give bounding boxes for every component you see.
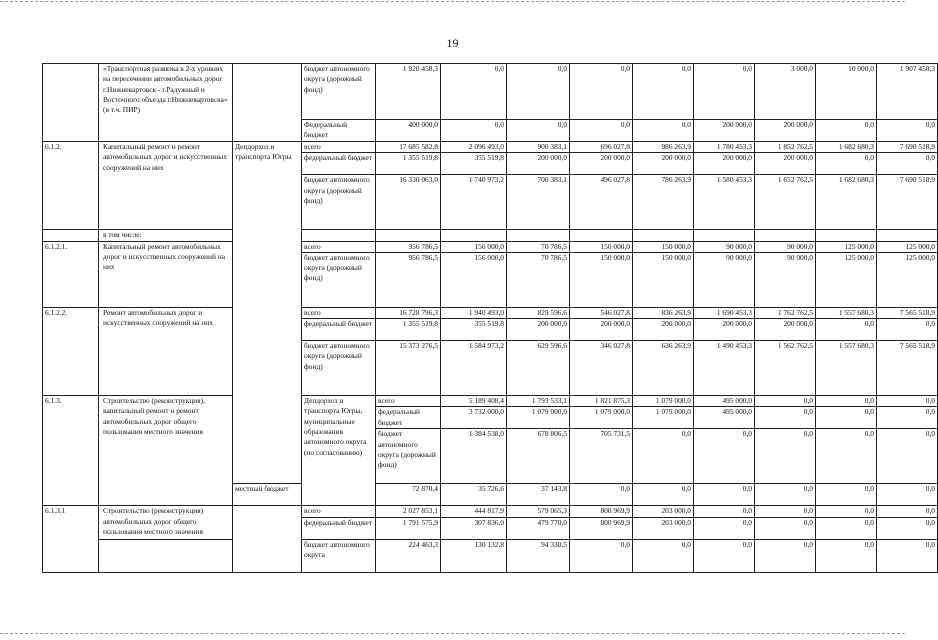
cell-value: 0,0	[816, 407, 877, 429]
cell-value	[570, 230, 633, 241]
row-source: федеральный бюджет	[302, 319, 376, 341]
cell-value: 0,0	[816, 484, 877, 506]
cell-value: 479 770,0	[507, 517, 570, 539]
row-name: «Транспортная развязка в 2-х уровнях на пересечении автомобильных дорог г.Нижневартовск - г.Радужный и Восточного объезда г.Нижневартовска» (в т.ч. ПИР)	[99, 64, 233, 142]
row-source: местный бюджет	[233, 484, 302, 506]
cell-value: 1 690 453,3	[694, 307, 755, 318]
row-name: Строительство (реконструкция), капитальный ремонт и ремонт автомобильных дорог общего пользования местного значения	[99, 396, 233, 506]
row-name: Ремонт автомобильных дорог и искусственных сооружений на них	[99, 307, 233, 395]
cell-value: 0,0	[694, 484, 755, 506]
cell-value: 0,0	[755, 396, 816, 407]
cell-value: 1 079 000,0	[633, 407, 694, 429]
cell-total: 1 355 519,8	[376, 153, 441, 175]
cell-value: 3 000,0	[755, 64, 816, 120]
cell-value: 0,0	[755, 407, 816, 429]
cell-total: 224 463,3	[376, 539, 441, 572]
cell-total: 1 920 458,3	[376, 64, 441, 120]
cell-value: 1 562 762,5	[755, 341, 816, 396]
cell-value: 0,0	[633, 539, 694, 572]
cell-value: 0,0	[877, 484, 938, 506]
row-source: бюджет автономного округа (дорожный фонд)	[302, 64, 376, 120]
cell-value: 1 557 680,3	[816, 341, 877, 396]
row-name: Капитальный ремонт автомобильных дорог и искусственных сооружений на них	[99, 241, 233, 307]
row-source: бюджет автономного округа	[302, 539, 376, 572]
cell-value: 0,0	[816, 153, 877, 175]
row-executor	[233, 506, 302, 572]
cell-total: 2 027 853,1	[376, 506, 441, 517]
cell-value: 200 000,0	[633, 319, 694, 341]
cell-value: 0,0	[694, 517, 755, 539]
cell-value: 7 565 518,9	[877, 341, 938, 396]
cell-value: 200 000,0	[694, 319, 755, 341]
cell-value: 0,0	[755, 539, 816, 572]
cell-value: 0,0	[877, 506, 938, 517]
cell-value: 90 000,0	[694, 252, 755, 307]
cell-value: 200 000,0	[694, 120, 755, 142]
cell-value: 800 969,9	[570, 517, 633, 539]
row-source: бюджет автономного округа (дорожный фонд)	[302, 175, 376, 230]
cell-value: 1 557 680,3	[816, 307, 877, 318]
cell-value: 1 762 762,5	[755, 307, 816, 318]
cell-value: 0,0	[507, 120, 570, 142]
cell-value: 0,0	[570, 64, 633, 120]
cell-value: 150 000,0	[570, 252, 633, 307]
cell-value: 0,0	[816, 517, 877, 539]
cell-total: 956 786,5	[376, 252, 441, 307]
cell-total: 1 791 575,9	[376, 517, 441, 539]
cell-value: 125 000,0	[877, 252, 938, 307]
cell-value: 579 065,3	[507, 506, 570, 517]
cell-value: 495 000,0	[694, 396, 755, 407]
cell-value: 696 027,8	[570, 142, 633, 153]
row-code: 6.1.3.1	[43, 506, 99, 572]
cell-value: 0,0	[877, 539, 938, 572]
cell-value: 1 580 453,3	[694, 175, 755, 230]
cell-value: 125 000,0	[877, 241, 938, 252]
cell-value: 0,0	[816, 319, 877, 341]
cell-value: 1 079 000,0	[507, 407, 570, 429]
cell-value: 0,0	[755, 484, 816, 506]
cell-value: 125 000,0	[816, 252, 877, 307]
cell-value: 0,0	[877, 407, 938, 429]
cell-value: 0,0	[633, 484, 694, 506]
cell-value: 0,0	[570, 484, 633, 506]
cell-value: 200 000,0	[507, 153, 570, 175]
cell-value	[755, 230, 816, 241]
page-number: 19	[446, 36, 459, 50]
cell-value: 0,0	[507, 64, 570, 120]
cell-value: 156 000,0	[441, 252, 507, 307]
cell-value: 7 690 518,9	[877, 175, 938, 230]
page-top-edge	[0, 1, 905, 2]
cell-value: 800 969,9	[570, 506, 633, 517]
row-source: федеральный бюджет	[302, 153, 376, 175]
cell-value: 2 096 493,0	[441, 142, 507, 153]
table-row	[43, 539, 938, 572]
table-row	[43, 230, 938, 241]
row-source: всего	[302, 142, 376, 153]
cell-value: 150 000,0	[633, 241, 694, 252]
cell-value: 70 786,5	[507, 241, 570, 252]
cell-value: 0,0	[877, 517, 938, 539]
cell-value: 125 000,0	[816, 241, 877, 252]
row-code: 6.1.2.	[43, 142, 99, 230]
cell-value: 200 000,0	[755, 120, 816, 142]
cell-value: 444 817,9	[441, 506, 507, 517]
cell-value: 90 000,0	[755, 252, 816, 307]
cell-value: 200 000,0	[755, 319, 816, 341]
cell-total: 5 189 408,4	[441, 396, 507, 407]
cell-total: 3 732 000,0	[441, 407, 507, 429]
cell-value: 1 584 973,2	[441, 341, 507, 396]
cell-value: 200 000,0	[694, 153, 755, 175]
cell-value: 355 519,8	[441, 153, 507, 175]
cell-value: 355 519,8	[441, 319, 507, 341]
section-label: в том числе:	[99, 230, 233, 241]
row-source: федеральный бюджет	[302, 517, 376, 539]
cell-total: 17 685 582,8	[376, 142, 441, 153]
cell-value	[816, 230, 877, 241]
cell-value: 1 079 000,0	[633, 396, 694, 407]
cell-value: 1 821 875,3	[570, 396, 633, 407]
cell-value: 0,0	[633, 429, 694, 484]
cell-total: 16 728 796,3	[376, 307, 441, 318]
row-source: Федеральный бюджет	[302, 120, 376, 142]
cell-value: 0,0	[570, 539, 633, 572]
table-row	[43, 396, 938, 407]
cell-value: 829 596,6	[507, 307, 570, 318]
cell-value: 0,0	[441, 64, 507, 120]
cell-value: 0,0	[877, 120, 938, 142]
page-bottom-edge	[0, 633, 905, 634]
cell-value: 1 793 533,1	[507, 396, 570, 407]
cell-value: 900 383,1	[507, 142, 570, 153]
row-source: бюджет автономного округа (дорожный фонд)	[302, 252, 376, 307]
cell-value: 130 132,8	[441, 539, 507, 572]
row-source: всего	[376, 396, 441, 407]
cell-value: 150 000,0	[570, 241, 633, 252]
cell-value	[507, 230, 570, 241]
row-source: бюджет автономного округа (дорожный фонд)	[376, 429, 441, 484]
row-name	[99, 539, 233, 572]
cell-value: 200 000,0	[507, 319, 570, 341]
cell-value: 150 000,0	[633, 252, 694, 307]
table-row	[43, 142, 938, 153]
cell-value: 200 000,0	[570, 153, 633, 175]
row-executor: Депдорхоз и транспорта Югры, муниципальные образования автономного округа (по согласованию)	[302, 396, 376, 506]
row-code: 6.1.3.	[43, 396, 99, 506]
cell-value: 1 490 453,3	[694, 341, 755, 396]
row-executor	[233, 64, 302, 142]
row-source: всего	[302, 307, 376, 318]
cell-total: 15 373 276,5	[376, 341, 441, 396]
cell-value: 200 000,0	[755, 153, 816, 175]
row-name: Капитальный ремонт и ремонт автомобильных дорог и искусственных сооружений на них	[99, 142, 233, 230]
cell-value: 0,0	[816, 120, 877, 142]
cell-value: 7 565 518,9	[877, 307, 938, 318]
cell-value: 546 027,8	[570, 307, 633, 318]
cell-value: 495 000,0	[694, 407, 755, 429]
cell-value: 35 726,6	[441, 484, 507, 506]
cell-value: 94 330,5	[507, 539, 570, 572]
cell-value: 636 263,9	[633, 341, 694, 396]
cell-value: 346 027,8	[570, 341, 633, 396]
row-source	[302, 230, 376, 241]
table-row	[43, 506, 938, 517]
cell-value: 90 000,0	[755, 241, 816, 252]
row-source: всего	[302, 241, 376, 252]
cell-value: 1 079 000,0	[570, 407, 633, 429]
cell-value: 0,0	[816, 539, 877, 572]
cell-value: 1 780 453,3	[694, 142, 755, 153]
row-source: федеральный бюджет	[376, 407, 441, 429]
cell-value	[694, 230, 755, 241]
row-source: бюджет автономного округа (дорожный фонд)	[302, 341, 376, 396]
cell-value: 10 000,0	[816, 64, 877, 120]
cell-value: 836 263,9	[633, 307, 694, 318]
table-row	[43, 307, 938, 318]
cell-value: 90 000,0	[694, 241, 755, 252]
cell-value: 0,0	[633, 120, 694, 142]
cell-value: 1 940 493,0	[441, 307, 507, 318]
row-code	[43, 64, 99, 142]
row-source: всего	[302, 506, 376, 517]
cell-total: 1 355 519,8	[376, 319, 441, 341]
cell-value: 0,0	[877, 153, 938, 175]
cell-value: 0,0	[755, 429, 816, 484]
cell-value: 0,0	[816, 506, 877, 517]
cell-value: 0,0	[877, 319, 938, 341]
cell-value: 0,0	[877, 396, 938, 407]
cell-value: 203 000,0	[633, 506, 694, 517]
cell-value: 0,0	[694, 539, 755, 572]
cell-total: 400 000,0	[376, 120, 441, 142]
cell-total: 16 330 063,0	[376, 175, 441, 230]
cell-value: 0,0	[633, 64, 694, 120]
cell-value: 700 383,1	[507, 175, 570, 230]
cell-value: 307 836,0	[441, 517, 507, 539]
cell-value: 1 682 680,3	[816, 142, 877, 153]
row-name: Строительство (реконструкция) автомобильных дорог общего пользования местного значения	[99, 506, 233, 539]
cell-value: 70 786,5	[507, 252, 570, 307]
cell-value: 203 000,0	[633, 517, 694, 539]
cell-value: 496 027,8	[570, 175, 633, 230]
cell-total: 1 384 538,0	[441, 429, 507, 484]
cell-total: 956 786,5	[376, 241, 441, 252]
cell-value	[441, 230, 507, 241]
cell-value: 156 000,0	[441, 241, 507, 252]
table-row	[43, 64, 938, 120]
cell-value	[877, 230, 938, 241]
cell-value: 0,0	[877, 429, 938, 484]
cell-value: 1 852 762,5	[755, 142, 816, 153]
cell-value: 0,0	[694, 506, 755, 517]
cell-total	[376, 230, 441, 241]
cell-value: 986 263,9	[633, 142, 694, 153]
cell-value: 786 263,9	[633, 175, 694, 230]
cell-value: 200 000,0	[570, 319, 633, 341]
cell-total: 72 870,4	[376, 484, 441, 506]
row-executor: Депдорхоз и транспорта Югры	[233, 142, 302, 484]
budget-table	[42, 63, 938, 573]
cell-value: 0,0	[441, 120, 507, 142]
cell-value: 1 740 973,2	[441, 175, 507, 230]
cell-value: 0,0	[694, 64, 755, 120]
cell-value: 1 682 680,3	[816, 175, 877, 230]
cell-value: 0,0	[755, 517, 816, 539]
cell-value: 200 000,0	[633, 153, 694, 175]
cell-value: 0,0	[816, 396, 877, 407]
cell-value: 1 652 762,5	[755, 175, 816, 230]
cell-value: 1 907 458,3	[877, 64, 938, 120]
cell-value: 0,0	[570, 120, 633, 142]
cell-value	[633, 230, 694, 241]
cell-value: 678 806,5	[507, 429, 570, 484]
table-row	[43, 241, 938, 252]
cell-value: 37 143,8	[507, 484, 570, 506]
cell-value: 0,0	[694, 429, 755, 484]
row-code: 6.1.2.2.	[43, 307, 99, 395]
cell-value: 705 731,5	[570, 429, 633, 484]
cell-value: 0,0	[816, 429, 877, 484]
cell-value: 629 596,6	[507, 341, 570, 396]
row-code: 6.1.2.1.	[43, 241, 99, 307]
cell-value: 0,0	[755, 506, 816, 517]
cell-value: 7 690 518,9	[877, 142, 938, 153]
row-code	[43, 230, 99, 241]
